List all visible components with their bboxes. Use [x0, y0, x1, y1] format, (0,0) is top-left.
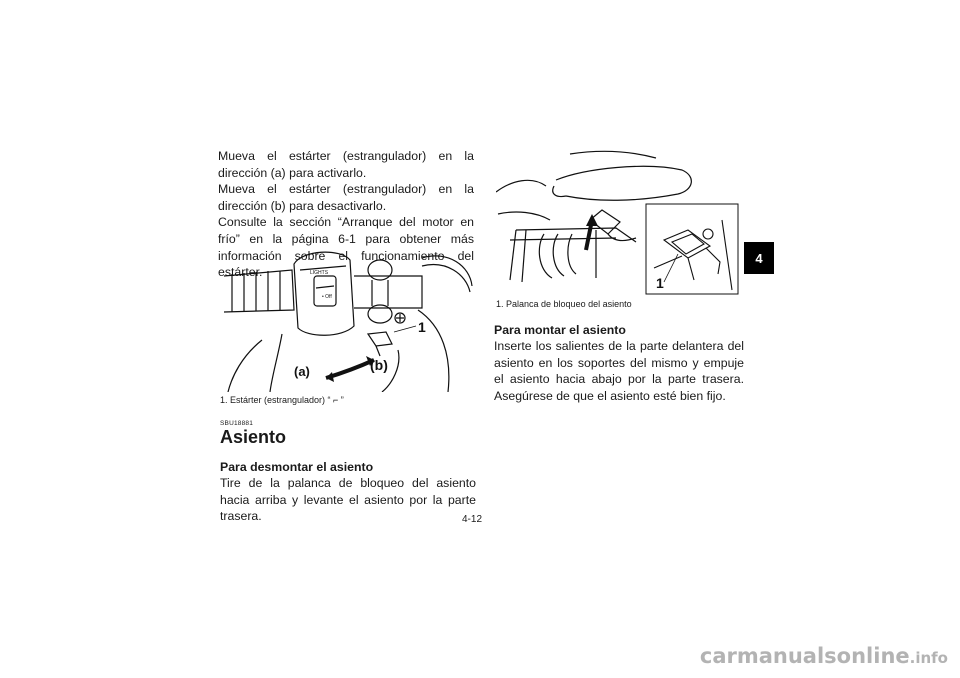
section-title: Asiento: [220, 427, 287, 447]
direction-a-label: (a): [294, 364, 310, 379]
install-seat-text: Inserte los salientes de la parte delantera del asiento en los soportes del mismo y empuje el asiento hacia abajo por la parte trasera. Asegúrese de que el asiento esté bien fijo.: [494, 339, 744, 403]
left-figure-caption-block: [220, 394, 476, 406]
watermark: [700, 644, 948, 668]
remove-seat-text: Tire de la palanca de bloqueo del asiento hacia arriba y levante el asiento por la parte trasera.: [220, 476, 476, 524]
paragraph-choke-reference: Consulte la sección “Arranque del motor en frío” en la página 6-1 para obtener más información sobre el funcionamiento del estárter.: [218, 215, 474, 280]
remove-seat-heading: Para desmontar el asiento: [220, 460, 374, 474]
seat-lock-figure-caption: 1. Palanca de bloqueo del asiento: [496, 299, 632, 309]
watermark-tld: .info: [909, 649, 948, 667]
switch-lights-label: LIGHTS: [310, 270, 329, 276]
callout-1-label: 1: [418, 319, 426, 335]
right-figure-caption-block: [496, 298, 746, 310]
seat-lock-illustration: [496, 150, 746, 296]
paragraph-choke-off: Mueva el estárter (estrangulador) en la dirección (b) para desactivarlo.: [218, 182, 474, 213]
switch-off-label: • Off: [322, 294, 332, 300]
choke-illustration: [222, 246, 474, 392]
install-seat-section: [494, 322, 744, 404]
direction-b-label: (b): [370, 357, 388, 373]
choke-figure-caption: 1. Estárter (estrangulador) “ ⌐ ”: [220, 395, 344, 405]
page-number: 4-12: [462, 514, 483, 525]
section-code: SBU18881: [220, 420, 254, 427]
chapter-tab: 4: [744, 242, 774, 274]
paragraph-choke-on: Mueva el estárter (estrangulador) en la dirección (a) para activarlo.: [218, 149, 474, 180]
watermark-main: carmanualsonline: [699, 644, 910, 668]
callout-1-label-right: 1: [656, 275, 664, 291]
install-seat-heading: Para montar el asiento: [494, 323, 626, 337]
seat-section: [220, 420, 476, 525]
